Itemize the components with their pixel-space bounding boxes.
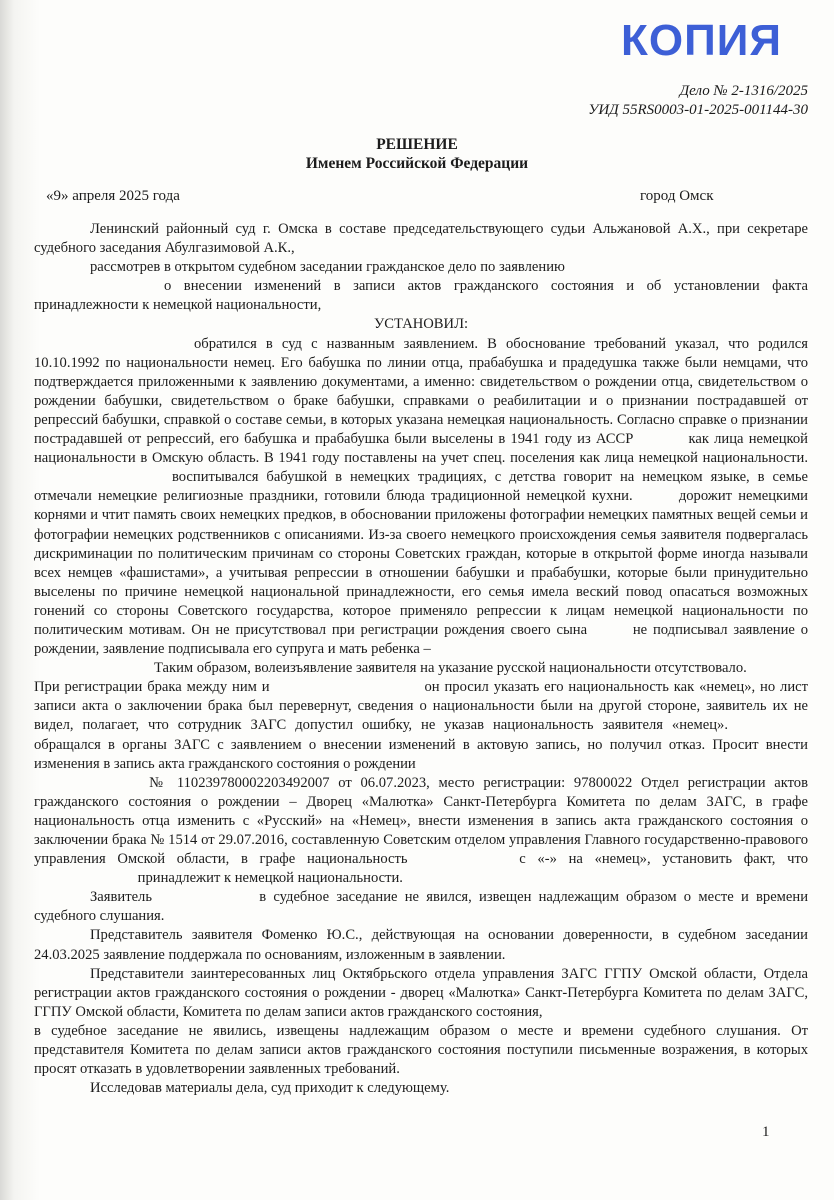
decision-city: город Омск xyxy=(640,188,714,204)
paragraph-request: № 110239780002203492007 от 06.07.2023, место регистрации: 97800022 Отдел регистрации актов гражданского состояния о рождении – Дворец «Малютка» Санкт-Петербурга Комитета по делам ЗАГС, в графе национальность отца изменить с «Русский» на «Немец», внести изменения в запись акта гражданского состояния о заключении брака № 1514 от 29.07.2016, составленную Советским отделом управления Главного государственно-правового управления Омской области, в графе национальность с «-» на «немец», установить факт, что принадлежит к немецкой национальности. xyxy=(34,774,808,887)
court-composition: Ленинский районный суд г. Омска в составе председательствующего судьи Альжановой А.Х., при секретаре судебного заседания Абулгазимовой А.К., xyxy=(34,221,808,257)
paragraph-will: Таким образом, волеизъявление заявителя на указание русской национальности отсутствовало. xyxy=(154,660,747,677)
case-info xyxy=(588,82,808,120)
paragraph-claim: обратился в суд с названным заявлением. В обоснование требований указал, что родился 10.10.1992 по национальности немец. Его бабушка по линии отца, прабабушка и прадедушка также были немцами, что подтверждается приложенными к заявлению документами, а именно: свидетельством о рождении отца, свидетельством о рождении бабушки, свидетельством о браке бабушки, справками о реабилитации и о признании пострадавшей от репрессий бабушки, справкой о составе семьи, в которых указана немецкая национальность. Согласно справке о признании пострадавшей от репрессий, его бабушка и прабабушка были выселены в 1941 году из АССР как лица немецкой национальности в Омскую область. В 1941 году поставлены на учет спец. поселения как лица немецкой национальности. воспитывался бабушкой в немецких традициях, с детства говорит на немецком языке, в семье отмечали немецкие религиозные праздники, готовили блюда традиционной немецкой кухни. дорожит немецкими корнями и чтит память своих немецких предков, в обосновании приложены фотографии немецких памятных вещей семьи и фотографии немецких родственников с описаниями. Из-за своего немецкого происхождения семья заявителя подвергалась дискриминации по политическим причинам со стороны Советских граждан, которые в открытой форме иногда называли всех немцев «фашистами», а учитывая репрессии в отношении бабушки и прабабушки, которые были принудительно выселены по причине немецкой национальной принадлежности, его семья имела веский повод опасаться возможных гонений со стороны Советского государства, которое применяло репрессии к лицам немецкой национальности по политическим мотивам. Он не присутствовал при регистрации рождения своего сына не подписывал заявление о рождении, заявление подписывала его супруга и мать ребенка – xyxy=(34,335,808,658)
paragraph-objections: в судебное заседание не явились, извещены надлежащим образом о месте и времени судебного слушания. От представителя Комитета по делам записи актов гражданского состояния поступили письменные возражения, в которых просят отказать в удовлетворении заявленных требований. xyxy=(34,1022,808,1078)
paragraph-interested-parties: Представители заинтересованных лиц Октябрьского отдела управления ЗАГС ГГПУ Омской области, Отдела регистрации актов гражданского состояния о рождении - дворец «Малютка» Санкт-Петербурга Комитета по делам ЗАГС, ГГПУ Омской области, Комитета по делам записи актов гражданского состояния, xyxy=(34,965,808,1020)
case-uid: УИД 55RS0003-01-2025-001144-30 xyxy=(588,102,808,118)
paragraph-marriage: При регистрации брака между ним и он просил указать его национальность как «немец», но лист записи акта о заключении брака был перевернут, сведения о национальности были на другой стороне, заявитель их не видел, полагает, что сотрудник ЗАГС допустил ошибку, не указав национальность заявителя «немец». обращался в органы ЗАГС с заявлением о внесении изменений в актовую запись, но получил отказ. Просит внести изменения в запись акта гражданского состояния о рождении xyxy=(34,679,808,772)
paragraph-conclusion: Исследовав материалы дела, суд приходит к следующему. xyxy=(90,1080,450,1097)
case-considered: рассмотрев в открытом судебном заседании гражданское дело по заявлению xyxy=(90,259,565,276)
document-title: РЕШЕНИЕ xyxy=(376,136,458,153)
copy-stamp: КОПИЯ xyxy=(621,16,782,65)
decision-date: «9» апреля 2025 года xyxy=(46,188,180,204)
established-heading: УСТАНОВИЛ: xyxy=(373,316,469,333)
page-number: 1 xyxy=(762,1124,770,1140)
paragraph-representative: Представитель заявителя Фоменко Ю.С., действующая на основании доверенности, в судебном заседании 24.03.2025 заявление поддержала по основаниям, изложенным в заявлении. xyxy=(34,927,808,963)
case-subject: о внесении изменений в записи актов гражданского состояния и об установлении факта принадлежности к немецкой национальности, xyxy=(34,278,808,314)
paragraph-applicant-absent: Заявитель в судебное заседание не явился, извещен надлежащим образом о месте и времени судебного слушания. xyxy=(34,889,808,925)
document-body xyxy=(34,220,808,1098)
case-number: Дело № 2-1316/2025 xyxy=(679,83,808,99)
document-subtitle: Именем Российской Федерации xyxy=(305,155,529,172)
